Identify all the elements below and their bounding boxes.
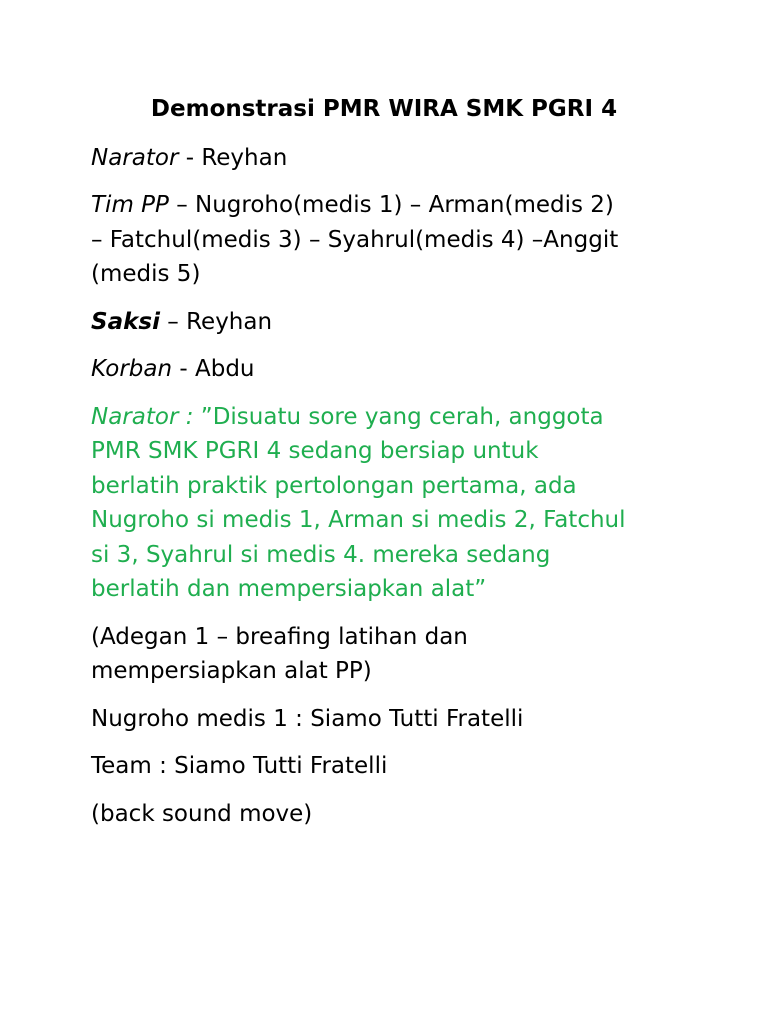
scene-line-2: mempersiapkan alat PP)	[91, 658, 372, 684]
cast-separator: –	[159, 308, 187, 335]
sound-direction: (back sound move)	[91, 800, 313, 827]
document-title: Demonstrasi PMR WIRA SMK PGRI 4	[150, 96, 618, 122]
cast-narator	[91, 141, 691, 176]
dialogue-line-1: Nugroho medis 1 : Siamo Tutti Fratelli	[91, 705, 524, 732]
scene-line-1: (Adegan 1 – breafing latihan dan	[91, 623, 468, 650]
dialogue-line-2: Team : Siamo Tutti Fratelli	[91, 753, 388, 779]
cast-korban	[91, 352, 691, 387]
cast-separator: -	[172, 356, 195, 382]
narration-line-4: Nugroho si medis 1, Arman si medis 2, Fatchul	[91, 507, 626, 533]
narration-speaker: Narator :	[91, 403, 194, 430]
cast-tim-pp-line-2: – Fatchul(medis 3) – Syahrul(medis 4) –Anggit	[91, 226, 619, 253]
cast-name-korban: Abdu	[194, 356, 255, 382]
cast-name-narator: Reyhan	[201, 144, 288, 171]
cast-name-saksi: Reyhan	[186, 308, 273, 335]
cast-tim-pp-line-1: – Nugroho(medis 1) – Arman(medis 2)	[168, 192, 614, 218]
cast-separator: -	[178, 144, 202, 171]
cast-role-saksi: Saksi	[91, 308, 160, 335]
cast-role-narator: Narator	[91, 144, 179, 171]
cast-saksi	[91, 305, 691, 340]
narration-line-1: ”Disuatu sore yang cerah, anggota	[193, 403, 604, 430]
narration-line-3: berlatih praktik pertolongan pertama, ada	[91, 472, 577, 499]
narration-line-5: si 3, Syahrul si medis 4. mereka sedang	[91, 541, 551, 568]
narration-line-6: berlatih dan mempersiapkan alat”	[91, 576, 487, 602]
document-page	[91, 92, 691, 844]
narration-line-2: PMR SMK PGRI 4 sedang bersiap untuk	[91, 438, 539, 464]
cast-tim-pp-line-3: (medis 5)	[91, 261, 201, 287]
cast-role-tim-pp: Tim PP	[91, 192, 169, 218]
scene-direction	[91, 620, 691, 689]
cast-tim-pp	[91, 188, 691, 292]
cast-role-korban: Korban	[91, 356, 173, 382]
narration-block	[91, 400, 691, 607]
